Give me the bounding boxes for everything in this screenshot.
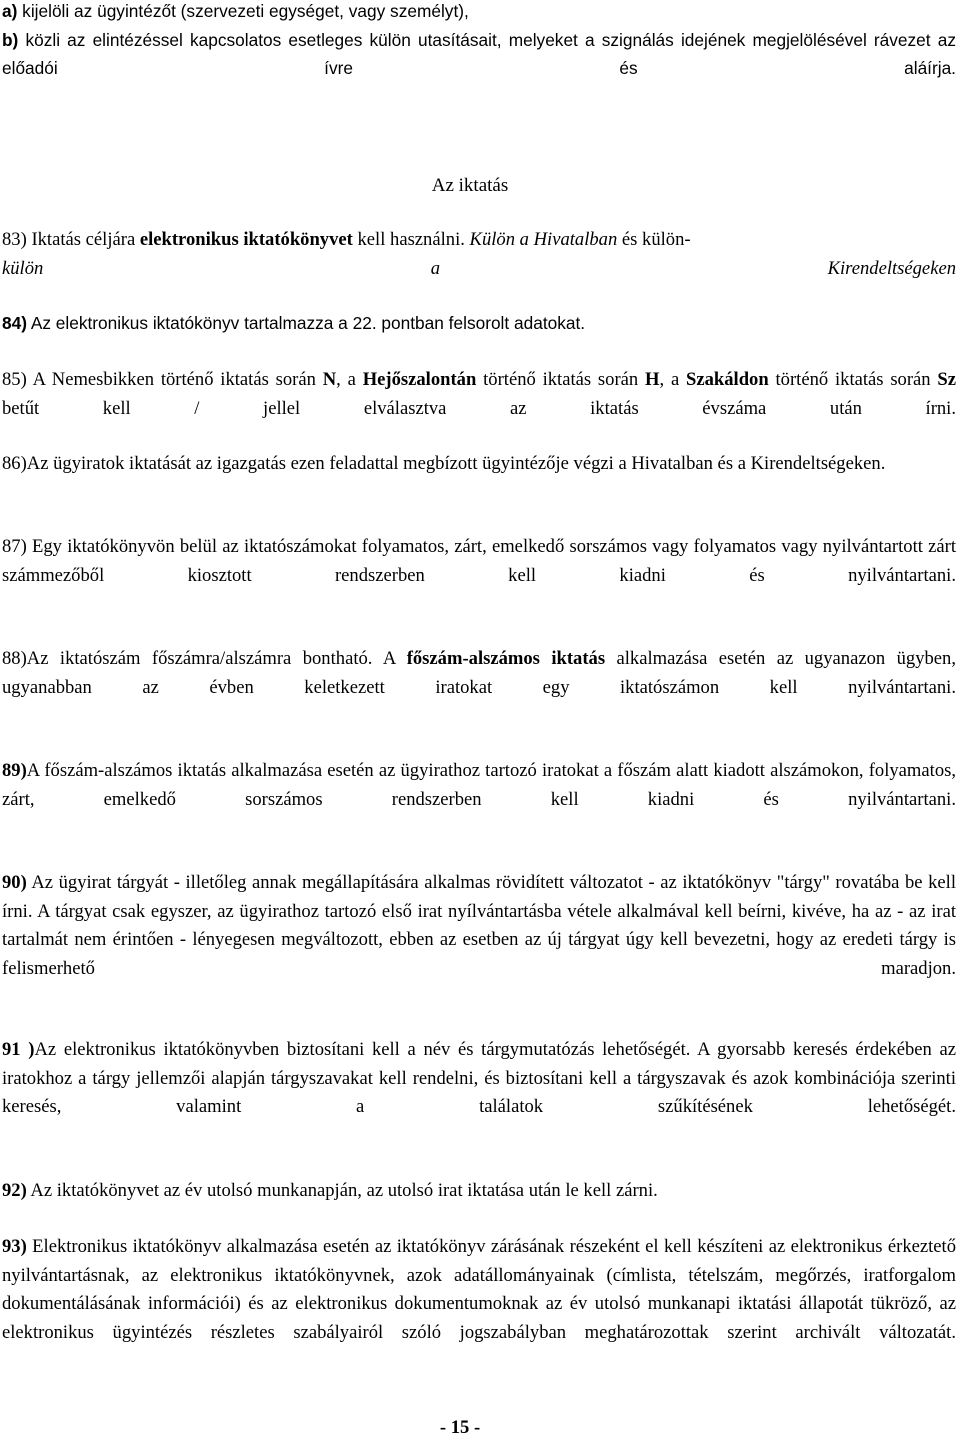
paragraph-89: 89)A főszám-alszámos iktatás alkalmazása esetén az ügyirathoz tartozó iratokat a főszám alatt kiadott alszámokon, folyamatos, zárt, emelkedő sorszámos rendszerben kell kiadni és nyilvántartani. bbox=[2, 760, 956, 810]
paragraph-84: 84) Az elektronikus iktatókönyv tartalmazza a 22. pontban felsorolt adatokat. bbox=[2, 313, 586, 333]
paragraph-86-number: 86) bbox=[2, 453, 27, 474]
section-title: Az iktatás bbox=[431, 175, 509, 196]
paragraph-83-italic: Külön a Hivatalban bbox=[469, 229, 618, 250]
paragraph-83: 83) Iktatás céljára elektronikus iktatókönyvet kell használni. Külön a Hivatalban és külön- külön a Kirendeltségeken bbox=[2, 229, 956, 279]
paragraph-85-number: 85) bbox=[2, 369, 27, 390]
paragraph-92-number: 92) bbox=[2, 1180, 27, 1201]
paragraph-87: 87) Egy iktatókönyvön belül az iktatószámokat folyamatos, zárt, emelkedő sorszámos vagy folyamatos vagy nyilvántartott zárt számmezőből kiosztott rendszerben kell kiadni és nyilvántartani. bbox=[2, 536, 956, 586]
paragraph-89-number: 89) bbox=[2, 760, 27, 781]
item-b-text: közli az elintézéssel kapcsolatos esetleges külön utasításait, melyeket a szignálás idejének megjelölésével rávezet az előadói ívre és aláírja. bbox=[2, 29, 956, 79]
page-number: - 15 - bbox=[439, 1417, 481, 1438]
paragraph-93: 93) Elektronikus iktatókönyv alkalmazása esetén az iktatókönyv zárásának részeként el kell készíteni az elektronikus érkeztető nyilvántartásnak, az elektronikus iktatókönyvnek, azok adatállományainak (címlista, tételszám, megőrzés, iratforgalom dokumentálásának információi) és az elektronikus dokumentumoknak az év utolsó munkanapi iktatási állapotát tükröző, az elektronikus ügyintézés részletes szabályairól szóló jogszabályban meghatározottak szerint archivált változatát. bbox=[2, 1236, 956, 1343]
paragraph-88-number: 88) bbox=[2, 648, 27, 669]
paragraph-83-bold: elektronikus iktatókönyvet bbox=[139, 229, 353, 250]
paragraph-90-number: 90) bbox=[2, 872, 27, 893]
paragraph-87-number: 87) bbox=[2, 536, 27, 557]
paragraph-84-number: 84) bbox=[2, 313, 27, 333]
paragraph-86: 86)Az ügyiratok iktatását az igazgatás ezen feladattal megbízott ügyintézője végzi a Hivatalban és a Kirendeltségeken. bbox=[2, 453, 886, 474]
paragraph-88-bold: főszám-alszámos iktatás bbox=[406, 648, 606, 669]
paragraph-92: 92) Az iktatókönyvet az év utolsó munkanapján, az utolsó irat iktatása után le kell zárni. bbox=[2, 1180, 658, 1201]
item-a-text: kijelöli az ügyintézőt (szervezeti egységet, vagy személyt), bbox=[17, 1, 469, 21]
paragraph-91-number: 91 ) bbox=[2, 1039, 35, 1060]
paragraph-91: 91 )Az elektronikus iktatókönyvben biztosítani kell a név és tárgymutatózás lehetőségét. A gyorsabb keresés érdekében az iratokhoz a tárgy jellemzői alapján tárgyszavakat kell rendelni, és biztosítani kell a tárgyszavak és azok kombinációja szerinti keresés, valamint a találatok szűkítésének lehetőségét. bbox=[2, 1039, 956, 1118]
paragraph-93-number: 93) bbox=[2, 1236, 27, 1257]
paragraph-90: 90) Az ügyirat tárgyát - illetőleg annak megállapítására alkalmas rövidített változatot - az iktatókönyv "tárgy" rovatába be kell írni. A tárgyat csak egyszer, az ügyirathoz tartozó első irat nyílvántartásba vétele alkalmával kell beírni, kivéve, ha az - az irat tartalmát nem érintően - lényegesen megváltozott, ebben az esetben az új tárgyat úgy kell bevezetni, hogy az eredeti tárgy is felismerhető maradjon. bbox=[2, 872, 956, 979]
item-b-label: b) bbox=[2, 29, 19, 50]
item-a-b bbox=[2, 0, 956, 111]
item-a-label: a) bbox=[2, 1, 18, 21]
paragraph-85: 85) A Nemesbikken történő iktatás során N, a Hejőszalontán történő iktatás során H, a Szakáldon történő iktatás során Sz betűt kell / jellel elválasztva az iktatás évszáma után írni. bbox=[2, 369, 957, 419]
paragraph-88: 88)Az iktatószám főszámra/alszámra bontható. A főszám-alszámos iktatás alkalmazása esetén az ugyanazon ügyben, ugyanabban az évben keletkezett iratokat egy iktatószámon kell nyilvántartani. bbox=[2, 648, 957, 698]
paragraph-83-number: 83) bbox=[2, 229, 27, 250]
